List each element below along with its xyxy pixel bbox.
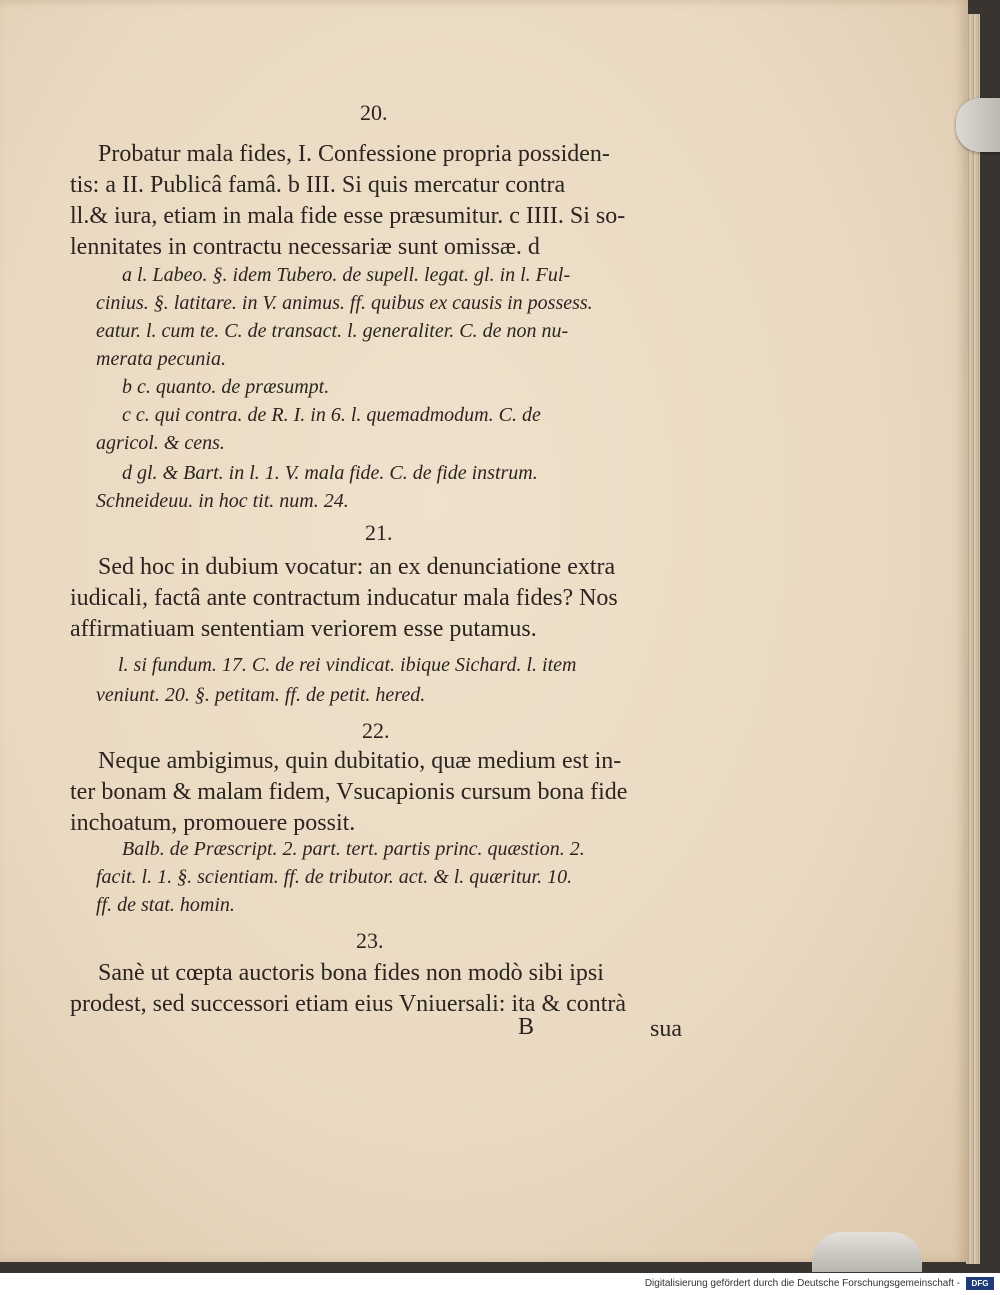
- note-line: merata pecunia.: [96, 348, 226, 370]
- note-line: veniunt. 20. §. petitam. ff. de petit. hered.: [96, 684, 426, 706]
- note-line: b c. quanto. de præsumpt.: [122, 376, 330, 398]
- signature-mark: B: [518, 1014, 535, 1040]
- note-line: d gl. & Bart. in l. 1. V. mala fide. C. de fide instrum.: [122, 462, 538, 484]
- note-line: Schneideuu. in hoc tit. num. 24.: [96, 490, 349, 512]
- note-line: ff. de stat. homin.: [96, 894, 235, 916]
- dfg-logo: DFG: [966, 1277, 994, 1290]
- note-line: Balb. de Præscript. 2. part. tert. partis princ. quæstion. 2.: [122, 838, 585, 860]
- footer-credit: Digitalisierung gefördert durch die Deutsche Forschungsgemeinschaft -: [644, 1278, 960, 1289]
- note-line: a l. Labeo. §. idem Tubero. de supell. legat. gl. in l. Ful-: [122, 264, 571, 286]
- page-clip-bottom: [812, 1232, 922, 1272]
- page-number: 20.: [360, 100, 388, 125]
- page-edges: [966, 14, 980, 1264]
- page-clip-top: [956, 98, 1000, 152]
- text-line: ll.& iura, etiam in mala fide esse præsumitur. c IIII. Si so-: [70, 203, 626, 229]
- text-line: lennitates in contractu necessariæ sunt omissæ. d: [70, 234, 540, 260]
- note-line: agricol. & cens.: [96, 432, 225, 454]
- text-line: tis: a II. Publicâ famâ. b III. Si quis mercatur contra: [70, 172, 566, 198]
- text-line: iudicali, factâ ante contractum inducatur mala fides? Nos: [70, 585, 618, 611]
- section-heading: 22.: [362, 718, 390, 743]
- text-line: Sed hoc in dubium vocatur: an ex denunciatione extra: [98, 554, 616, 580]
- text-line: inchoatum, promouere possit.: [70, 810, 356, 836]
- text-line: Neque ambigimus, quin dubitatio, quæ medium est in-: [98, 748, 622, 774]
- note-line: eatur. l. cum te. C. de transact. l. generaliter. C. de non nu-: [96, 320, 569, 342]
- note-line: c c. qui contra. de R. I. in 6. l. quemadmodum. C. de: [122, 404, 541, 426]
- section-heading: 21.: [365, 520, 393, 545]
- text-line: affirmatiuam sententiam veriorem esse putamus.: [70, 616, 537, 642]
- section-heading: 23.: [356, 928, 384, 953]
- note-line: facit. l. 1. §. scientiam. ff. de tributor. act. & l. quæritur. 10.: [96, 866, 573, 888]
- note-line: l. si fundum. 17. C. de rei vindicat. ibique Sichard. l. item: [118, 654, 577, 676]
- catchword: sua: [650, 1016, 682, 1042]
- text-line: ter bonam & malam fidem, Vsucapionis cursum bona fide: [70, 779, 628, 805]
- text-line: Sanè ut cœpta auctoris bona fides non modò sibi ipsi: [98, 960, 604, 986]
- footer-bar: [0, 1273, 1000, 1295]
- text-line: Probatur mala fides, I. Confessione propria possiden-: [98, 141, 610, 167]
- note-line: cinius. §. latitare. in V. animus. ff. quibus ex causis in possess.: [96, 292, 593, 314]
- text-line: prodest, sed successori etiam eius Vniuersali: ita & contrà: [70, 991, 627, 1017]
